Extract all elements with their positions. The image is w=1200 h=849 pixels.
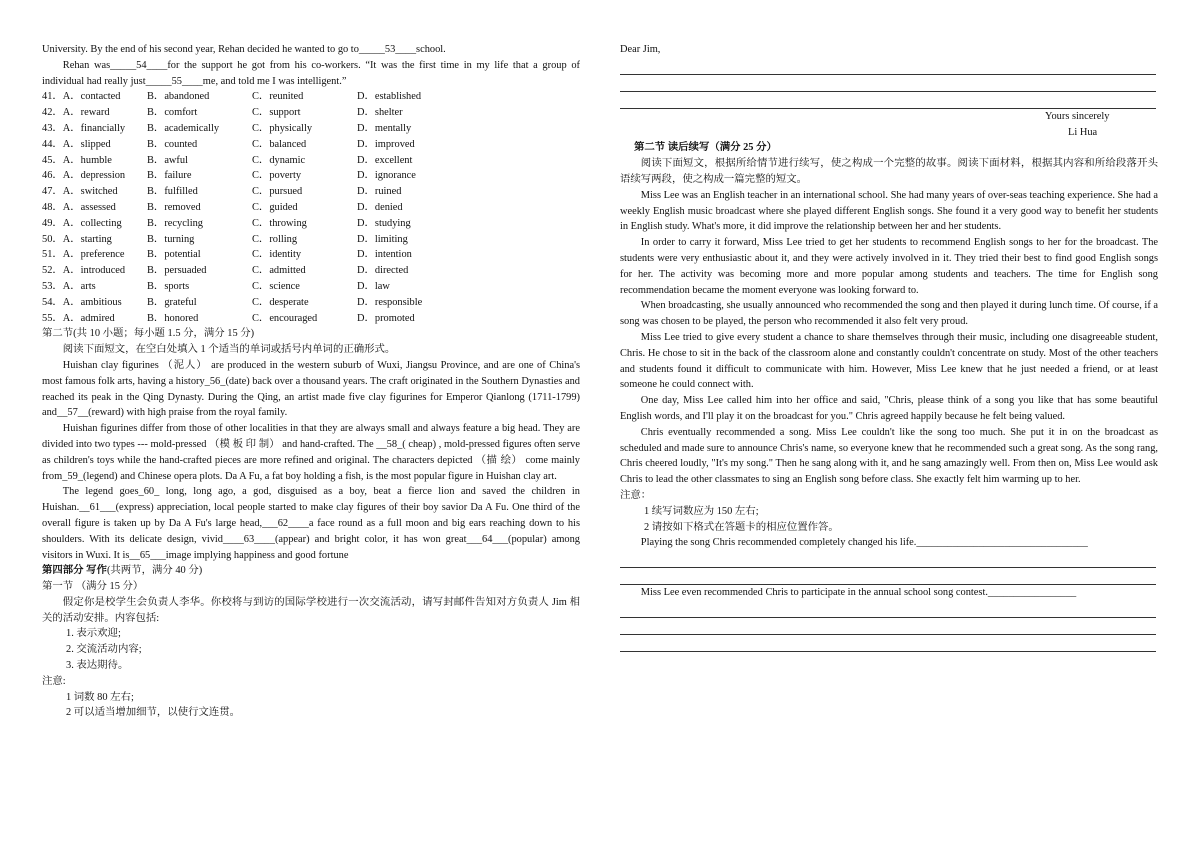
option-row	[42, 216, 580, 232]
options-list	[42, 89, 580, 326]
option-c: C．rolling	[252, 233, 298, 245]
answer-line	[620, 568, 1156, 585]
option-row	[42, 153, 580, 169]
option-b: B．removed	[147, 201, 201, 213]
cloze-intro-line-1: University. By the end of his second year, Rehan decided he wanted to go to_____53____school.	[42, 44, 446, 55]
option-row	[42, 232, 580, 248]
option-b: B．honored	[147, 312, 199, 324]
option-b: B．abandoned	[147, 91, 210, 103]
option-row	[42, 311, 580, 327]
option-d: D．intention	[357, 249, 412, 261]
answer-line	[620, 551, 1156, 568]
option-row	[42, 279, 580, 295]
continuation-section-title: 第二节 读后续写（满分 25 分）	[634, 142, 777, 154]
option-row	[42, 184, 580, 200]
option-b: B．sports	[147, 280, 190, 292]
option-d: D．directed	[357, 265, 409, 277]
option-row	[42, 168, 580, 184]
option-row	[42, 121, 580, 137]
option-d: D．responsible	[357, 296, 423, 308]
story-paragraph-2: In order to carry it forward, Miss Lee tried to get her students to recommend English songs to her for the broadcast. The students were very enthusiastic about it, and they were actively involved in it. They tried their best to find good English songs for her. The activity was becoming more and more popular among students and teachers. The time for English song recommendation became the moment everyone was looking forward to.	[620, 237, 1158, 296]
continuation-note-2: 2 请按如下格式在答题卡的相应位置作答。	[644, 521, 839, 533]
part4-title	[42, 563, 580, 579]
story-paragraph-1: Miss Lee was an English teacher in an international school. She had many years of over-seas teaching experience. She had a weekly English music broadcast where she played different English songs. She found it a very good way to benefit her students in English study. What's more, it did improve the relationship between her and her students.	[620, 189, 1158, 233]
option-d: D．studying	[357, 217, 411, 229]
option-b: B．turning	[147, 233, 195, 245]
option-d: D．denied	[357, 201, 403, 213]
story-paragraph-5: One day, Miss Lee called him into her office and said, "Chris, please think of a song you like that has some beautiful English words, and I'll play it on the broadcast for you." Chris agreed happily because he felt being valued.	[620, 395, 1158, 422]
story-paragraph-6: Chris eventually recommended a song. Miss Lee couldn't like the song too much. She put it in on the broadcast as scheduled and made sure to announce Chris's name, so everyone knew that he recommended such a great song. As the song rang, Chris cheered loudly, "It's my song." Then he sang along with it, and he sang amazingly well. From then on, Miss Lee would ask Chris to lead the other classmates to sing an English song before class. She exactly felt him warming up to her.	[620, 426, 1158, 486]
paragraph-2-opener: Miss Lee even recommended Chris to participate in the annual school song contest._________________	[640, 587, 1077, 599]
letter-signature: Li Hua	[1068, 126, 1098, 138]
answer-line	[620, 92, 1156, 109]
option-c: C．throwing	[252, 217, 307, 229]
option-d: D．mentally	[357, 122, 412, 134]
option-c: C．dynamic	[252, 154, 306, 166]
left-column	[42, 42, 580, 721]
note-1: 1 词数 80 左右;	[66, 691, 134, 703]
task1-description: 假定你是校学生会负责人李华。你校将与到访的国际学校进行一次交流活动，请写封邮件告知对方负责人 Jim 相关的活动安排。内容包括:	[42, 596, 580, 624]
option-d: D．excellent	[357, 154, 413, 166]
option-n: 55．A．admired	[42, 312, 115, 324]
option-n: 49．A．collecting	[42, 217, 122, 229]
option-b: B．recycling	[147, 217, 203, 229]
option-d: D．ruined	[357, 186, 402, 198]
option-n: 48．A．assessed	[42, 201, 116, 213]
option-n: 51．A．preference	[42, 249, 125, 261]
option-d: D．limiting	[357, 233, 408, 245]
option-c: C．encouraged	[252, 312, 318, 324]
passage-paragraph-1: Huishan clay figurines （泥人） are produced in the western suburb of Wuxi, Jiangsu Province, and are one of China's most famous folk arts, having a history_56_(date) back over a thousand years. The craft originated in the Southern Dynasties and reached its peak in the Qing Dynasty. During the Qing, an artist made five clay figurines for Emperor Qianlong (1711-1799) and__57__(reward) with high praise from the royal family.	[42, 359, 580, 419]
part4-title-bold: 第四部分 写作	[42, 565, 107, 577]
option-n: 46．A．depression	[42, 170, 126, 182]
option-n: 53．A．arts	[42, 280, 96, 292]
section2-title: 第二节(共 10 小题；每小题 1.5 分，满分 15 分)	[42, 328, 255, 340]
option-b: B．grateful	[147, 296, 197, 308]
option-b: B．comfort	[147, 107, 198, 119]
option-n: 52．A．introduced	[42, 265, 126, 277]
option-n: 41．A．contacted	[42, 91, 121, 103]
option-b: B．potential	[147, 249, 201, 261]
option-b: B．failure	[147, 170, 192, 182]
option-b: B．academically	[147, 122, 220, 134]
story-paragraph-3: When broadcasting, she usually announced who recommended the song and then played it during lunch time. Of course, if a song was chosen to be played, the person who recommended it also felt very proud.	[620, 300, 1158, 328]
option-row	[42, 263, 580, 279]
option-n: 50．A．starting	[42, 233, 112, 245]
option-c: C．poverty	[252, 170, 302, 182]
option-row	[42, 200, 580, 216]
option-d: D．established	[357, 91, 422, 103]
option-row	[42, 105, 580, 121]
part4-title-rest: (共两节，满分 40 分)	[106, 565, 203, 577]
option-c: C．guided	[252, 201, 298, 213]
answer-line	[620, 618, 1156, 635]
continuation-instructions: 阅读下面短文，根据所给情节进行续写，使之构成一个完整的故事。阅读下面材料，根据其内容和所给段落开头语续写两段，使之构成一篇完整的短文。	[620, 158, 1158, 185]
continuation-note-1: 1 续写词数应为 150 左右;	[644, 505, 759, 517]
story-paragraph-4: Miss Lee tried to give every student a chance to share themselves through their music, including one disagreeable student, Chris. He chose to sit in the back of the classroom alone and constantly couldn't concentrate on study. Most of the other teachers and students found it difficult to communicate with him. However, Miss Lee knew that he just needed a friend, or at least someone he could connect with.	[620, 331, 1158, 391]
option-c: C．admitted	[252, 265, 306, 277]
option-c: C．science	[252, 280, 300, 292]
option-row	[42, 247, 580, 263]
option-b: B．persuaded	[147, 265, 207, 277]
option-n: 43．A．financially	[42, 122, 126, 134]
cloze-intro-line-2: Rehan was_____54____for the support he got from his co-workers. “It was the first time in my life that a group of individual had really just_____55____me, and told me I was intelligent.”	[42, 59, 580, 87]
option-d: D．ignorance	[357, 170, 416, 182]
task1-point-2: 2. 交流活动内容;	[66, 644, 142, 656]
option-b: B．fulfilled	[147, 186, 198, 198]
option-b: B．counted	[147, 138, 198, 150]
letter-greeting: Dear Jim,	[620, 44, 661, 55]
answer-line	[620, 58, 1156, 75]
answer-line	[620, 635, 1156, 652]
answer-line	[620, 601, 1156, 618]
answer-line	[620, 75, 1156, 92]
option-row	[42, 89, 580, 105]
option-c: C．reunited	[252, 91, 304, 103]
notes-label: 注意:	[42, 675, 66, 687]
option-c: C．physically	[252, 122, 313, 134]
task1-point-1: 1. 表示欢迎;	[66, 628, 121, 640]
section1-title: 第一节 （满分 15 分）	[42, 581, 144, 593]
option-c: C．desperate	[252, 296, 309, 308]
option-c: C．balanced	[252, 138, 307, 150]
passage-paragraph-3: The legend goes_60_ long, long ago, a god, disguised as a boy, beat a fierce lion and saved the children in Huishan.__61___(express) appreciation, local people started to make clay figures of their boy savior Da A Fu. One third of the overall figure is taken up by Da A Fu's large head,___62____a face round as a full moon and big ears reaching down to his shoulders. With its delicate design, vivid____63____(appear) and bright color, it has won great___64___(popular) among visitors in Wuxi. It is__65___image implying happiness and good fortune	[42, 486, 580, 561]
option-d: D．improved	[357, 138, 415, 150]
option-n: 47．A．switched	[42, 186, 118, 198]
option-d: D．shelter	[357, 107, 403, 119]
letter-closing: Yours sincerely	[1045, 110, 1110, 122]
passage-paragraph-2: Huishan figurines differ from those of other localities in that they are always small and always feature a big head. They are divided into two types --- mold-pressed （模 板 印 制） and hand-crafted. The __58_( cheap) , mold-pressed figures often serve as children's toys while the hand-crafted pieces are more refined and original. The characters depicted （描 绘） come mainly from_59_(legend) and Chinese opera plots. Da A Fu, a fat boy holding a fish, is the most popular figure in Huishan clay art.	[42, 423, 580, 482]
note-2: 2 可以适当增加细节，以使行文连贯。	[66, 707, 241, 719]
option-row	[42, 295, 580, 311]
option-c: C．identity	[252, 249, 302, 261]
option-n: 45．A．humble	[42, 154, 112, 166]
section2-instructions: 阅读下面短文，在空白处填入 1 个适当的单词或括号内单词的正确形式。	[62, 344, 396, 356]
option-n: 42．A．reward	[42, 107, 110, 119]
option-d: D．law	[357, 280, 390, 292]
option-n: 54．A．ambitious	[42, 296, 122, 308]
option-d: D．promoted	[357, 312, 415, 324]
task1-point-3: 3. 表达期待。	[66, 660, 129, 672]
paragraph-1-opener: Playing the song Chris recommended completely changed his life._________________________________	[640, 537, 1088, 549]
right-column	[620, 42, 1158, 652]
continuation-notes-label: 注意：	[620, 489, 652, 501]
option-c: C．support	[252, 107, 301, 119]
option-row	[42, 137, 580, 153]
option-c: C．pursued	[252, 186, 303, 198]
option-b: B．awful	[147, 154, 188, 166]
option-n: 44．A．slipped	[42, 138, 111, 150]
